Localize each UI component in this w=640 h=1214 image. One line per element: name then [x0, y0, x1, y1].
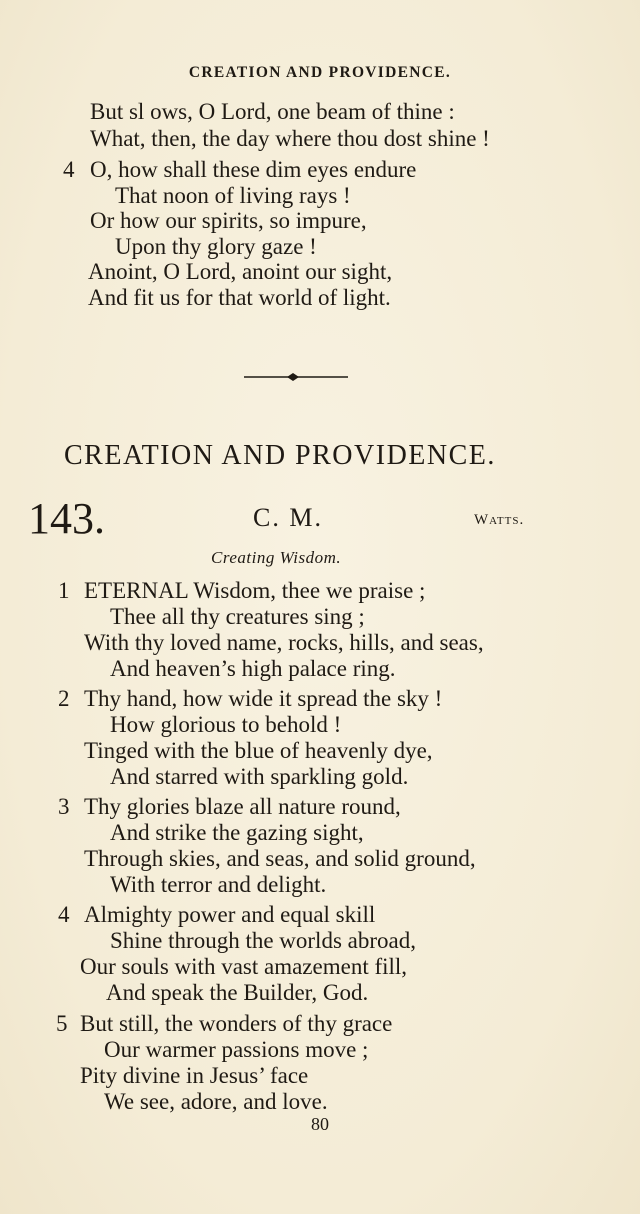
hymn-author: Watts. [474, 512, 525, 528]
previous-hymn-line: But sl ows, O Lord, one beam of thine : [90, 99, 455, 124]
previous-hymn-line: What, then, the day where thou dost shine ! [90, 126, 490, 151]
verse-number: 3 [58, 794, 70, 819]
page-number: 80 [311, 1114, 329, 1134]
verse-line: ETERNAL Wisdom, thee we praise ; [84, 578, 426, 603]
running-head: CREATION AND PROVIDENCE. [188, 64, 452, 81]
verse-line: But still, the wonders of thy grace [80, 1011, 393, 1036]
verse-line: And speak the Builder, God. [106, 980, 369, 1005]
verse-line: Thy glories blaze all nature round, [84, 794, 401, 819]
verse-line: Tinged with the blue of heavenly dye, [84, 738, 433, 763]
verse-line: Pity divine in Jesus’ face [80, 1063, 309, 1088]
verse-line: Shine through the worlds abroad, [110, 928, 416, 953]
verse-line: Anoint, O Lord, anoint our sight, [88, 259, 393, 284]
verse-line: And strike the gazing sight, [110, 820, 364, 845]
verse-line: Thy hand, how wide it spread the sky ! [84, 686, 443, 711]
verse-line: And starred with sparkling gold. [110, 764, 409, 789]
verse-line: And heaven’s high palace ring. [110, 656, 396, 681]
ornament-divider-icon [244, 370, 348, 384]
verse-line: Through skies, and seas, and solid ground, [84, 846, 476, 871]
verse-line: Upon thy glory gaze ! [115, 234, 317, 259]
verse-number: 5 [56, 1011, 68, 1036]
hymn-subtitle: Creating Wisdom. [211, 548, 342, 567]
verse-line: Almighty power and equal skill [84, 902, 376, 927]
verse-line: O, how shall these dim eyes endure [90, 157, 417, 182]
verse-line: That noon of living rays ! [115, 183, 351, 208]
verse-line: Or how our spirits, so impure, [90, 208, 367, 233]
hymn-meter: C. M. [253, 503, 323, 532]
verse-number: 2 [58, 686, 70, 711]
verse-number: 4 [63, 157, 75, 182]
verse-line: How glorious to behold ! [110, 712, 342, 737]
hymn-number: 143. [28, 494, 105, 543]
verse-number: 1 [58, 578, 70, 603]
verse-line: Our souls with vast amazement fill, [80, 954, 408, 979]
verse-line: Thee all thy creatures sing ; [110, 604, 365, 629]
section-title: CREATION AND PROVIDENCE. [64, 440, 496, 471]
verse-line: And fit us for that world of light. [88, 285, 391, 310]
verse-line: With terror and delight. [110, 872, 327, 897]
verse-number: 4 [58, 902, 70, 927]
verse-line: With thy loved name, rocks, hills, and seas, [84, 630, 484, 655]
verse-line: We see, adore, and love. [104, 1089, 328, 1114]
verse-line: Our warmer passions move ; [104, 1037, 369, 1062]
